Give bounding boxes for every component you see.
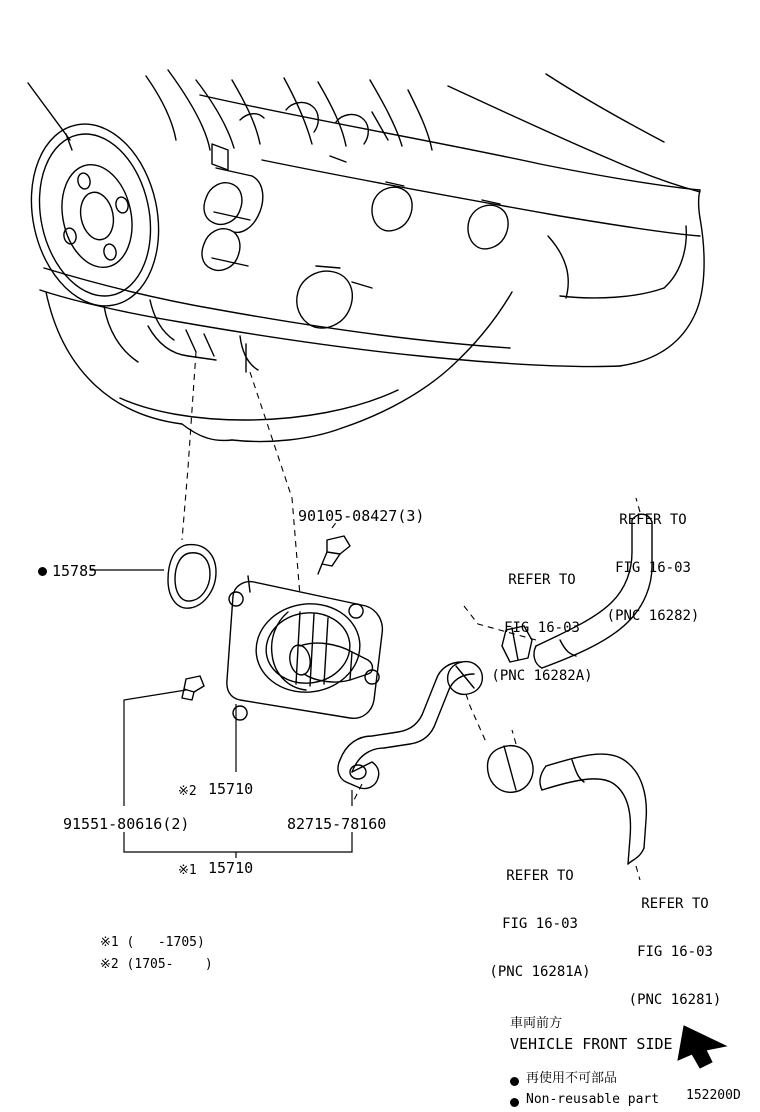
nonreusable-label-jp: 再使用不可部品 xyxy=(526,1071,618,1086)
reference-line3: (PNC 16282) xyxy=(606,608,700,624)
reference-line2: FIG 16-03 xyxy=(637,944,713,960)
reference-line1: REFER TO xyxy=(508,572,576,588)
figure-id: 152200D xyxy=(686,1088,741,1103)
part-number-91551: 91551-80616(2) xyxy=(63,815,190,833)
reference-line1: REFER TO xyxy=(619,512,687,528)
footnote-marker-1-lower: ※1 xyxy=(178,863,197,878)
part-number-15710-lower: 15710 xyxy=(208,859,254,877)
footnote-1: ※1 ( -1705) xyxy=(100,935,205,950)
reference-line2: FIG 16-03 xyxy=(615,560,691,576)
reference-line3: (PNC 16281A) xyxy=(489,964,591,980)
reference-line2: FIG 16-03 xyxy=(504,620,580,636)
reference-line3: (PNC 16281) xyxy=(628,992,722,1008)
vehicle-front-label-en: VEHICLE FRONT SIDE xyxy=(510,1035,673,1053)
nonreusable-label-en: Non-reusable part xyxy=(526,1092,660,1107)
part-number-15710-upper: 15710 xyxy=(208,780,254,798)
part-number-90105: 90105-08427(3) xyxy=(298,507,425,525)
nonreusable-legend-marker-jp xyxy=(510,1077,519,1086)
nonreusable-legend-marker-en xyxy=(510,1098,519,1107)
vehicle-front-label-jp: 車両前方 xyxy=(510,1016,563,1031)
reference-line1: REFER TO xyxy=(641,896,709,912)
part-number-82715: 82715-78160 xyxy=(287,815,387,833)
footnote-marker-2-upper: ※2 xyxy=(178,784,197,799)
reference-line2: FIG 16-03 xyxy=(502,916,578,932)
reference-line1: REFER TO xyxy=(506,868,574,884)
footnote-2: ※2 (1705- ) xyxy=(100,957,213,972)
part-number-15785: 15785 xyxy=(52,562,98,580)
reference-line3: (PNC 16282A) xyxy=(491,668,593,684)
